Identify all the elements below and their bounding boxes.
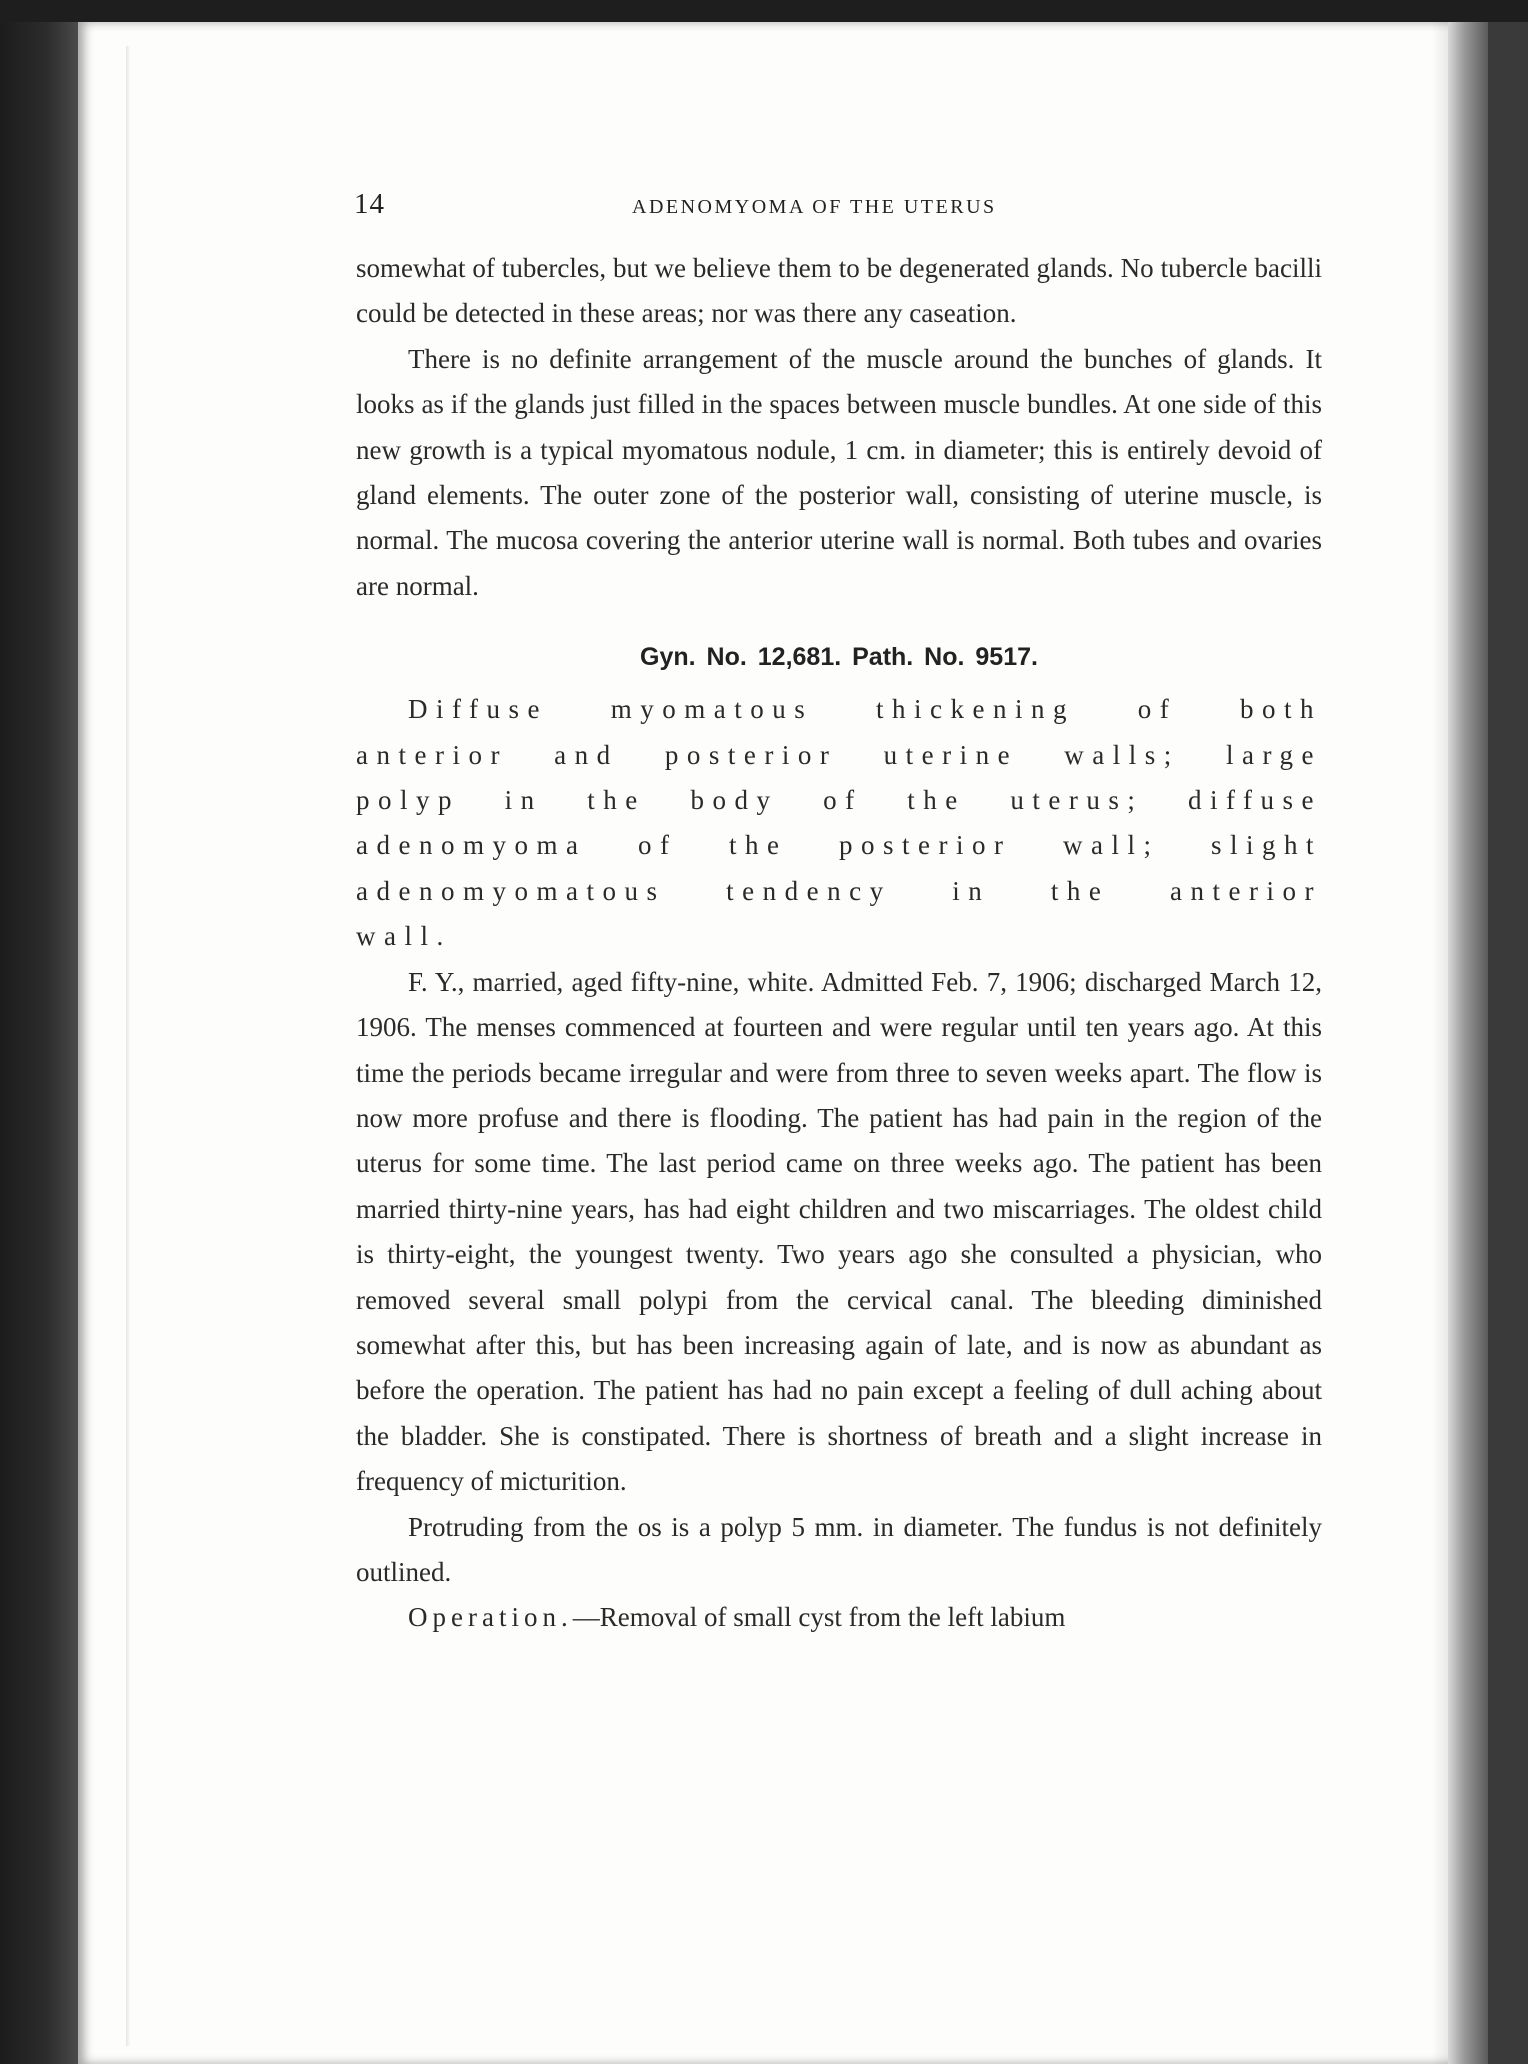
paragraph-examination: Protruding from the os is a polyp 5 mm. in diameter. The fundus is not definitely outlined. — [356, 1511, 1322, 1587]
page-number: 14 — [354, 188, 385, 220]
page-header — [354, 188, 1354, 228]
paragraph-diagnosis: Diffuse myomatous thickening of both anterior and posterior uterine walls; large polyp in the body of the uterus; diffuse adenomyoma of the posterior wall; slight adenomyomatous tendency in the anterior wall. — [356, 694, 1322, 952]
scan-background-top — [0, 0, 1528, 22]
page-gutter-edge — [126, 46, 130, 2046]
paragraph-tubercles: somewhat of tubercles, but we believe them to be degenerated glands. No tubercle bacilli could be detected in these areas; nor was there any caseation. — [356, 253, 1322, 329]
page-right-shadow — [1432, 22, 1448, 2064]
page-fore-edge — [1448, 22, 1488, 2064]
operation-label: Operation. — [408, 1602, 573, 1633]
scan-background-left — [0, 0, 78, 2064]
page-body — [356, 246, 1322, 1641]
running-head: ADENOMYOMA OF THE UTERUS — [632, 196, 997, 218]
paragraph-history: F. Y., married, aged fifty-nine, white. Admitted Feb. 7, 1906; discharged March 12, 1906. The menses commenced at fourteen and were regular until ten years ago. At this time the periods became irregular and were from three to seven weeks apart. The flow is now more profuse and there is flooding. The patient has had pain in the region of the uterus for some time. The last period came on three weeks ago. The patient has been married thirty-nine years, has had eight children and two miscarriages. The oldest child is thirty-eight, the youngest twenty. Two years ago she consulted a physician, who removed several small polypi from the cervical canal. The bleeding diminished somewhat after this, but has been increasing again of late, and is now as abundant as before the operation. The patient has had no pain except a feeling of dull aching about the bladder. She is constipated. There is shortness of breath and a slight increase in frequency of micturition. — [356, 966, 1322, 1497]
paragraph-arrangement: There is no definite arrangement of the muscle around the bunches of glands. It looks as if the glands just filled in the spaces between muscle bundles. At one side of this new growth is a typical myomatous nodule, 1 cm. in diameter; this is entirely devoid of gland elements. The outer zone of the posterior wall, consisting of uterine muscle, is normal. The mucosa covering the anterior uterine wall is normal. Both tubes and ovaries are normal. — [356, 343, 1322, 601]
operation-text: —Removal of small cyst from the left labium — [572, 1602, 1066, 1633]
paragraph-operation — [356, 1595, 1322, 1640]
case-heading: Gyn. No. 12,681. Path. No. 9517. — [640, 643, 1038, 672]
